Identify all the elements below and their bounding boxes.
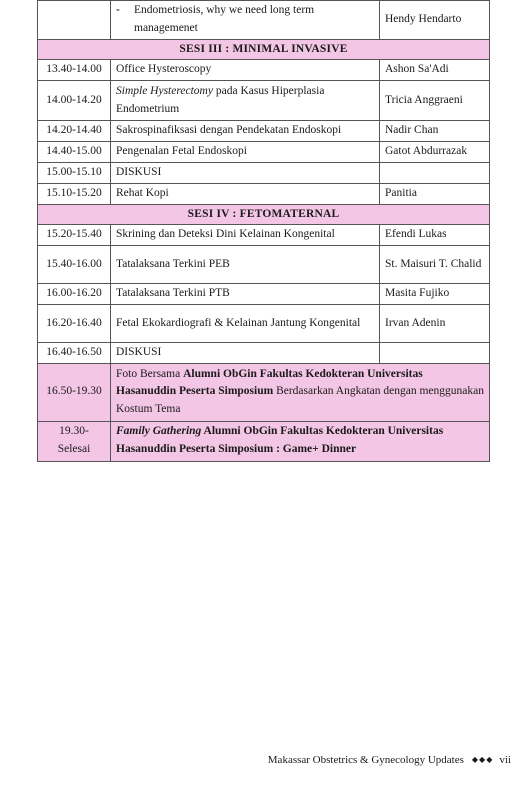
topic-cell: Rehat Kopi (111, 183, 380, 204)
table-row (38, 183, 490, 204)
footer-title: Makassar Obstetrics & Gynecology Updates (267, 754, 464, 766)
time-cell: 14.00-14.20 (38, 81, 111, 121)
speaker-cell: Masita Fujiko (380, 284, 490, 305)
time-cell: 14.40-15.00 (38, 142, 111, 163)
time-cell: 15.20-15.40 (38, 225, 111, 246)
topic-italic: Family Gathering (116, 425, 202, 438)
topic-text: Foto Bersama (116, 367, 184, 380)
table-row (38, 162, 490, 183)
topic-cell: Fetal Ekokardiografi & Kelainan Jantung Kongenital (111, 304, 380, 342)
topic-bold: Alumni ObGin Fakultas Kedokteran Universitas Hasanuddin Peserta Simposium (116, 367, 423, 398)
speaker-cell: Hendy Hendarto (380, 1, 490, 40)
session-title: SESI III : MINIMAL INVASIVE (38, 39, 490, 60)
topic-cell (111, 363, 490, 421)
table-row (38, 284, 490, 305)
session-row (38, 39, 490, 60)
topic-cell: Tatalaksana Terkini PTB (111, 284, 380, 305)
speaker-cell (380, 342, 490, 363)
diamonds-icon: ◆◆◆ (471, 755, 494, 764)
topic-cell (111, 1, 380, 40)
topic-cell: Skrining dan Deteksi Dini Kelainan Kongenital (111, 225, 380, 246)
topic-cell: DISKUSI (111, 342, 380, 363)
session-row (38, 204, 490, 225)
speaker-cell (380, 162, 490, 183)
time-cell: 15.40-16.00 (38, 246, 111, 284)
time-cell: 16.40-16.50 (38, 342, 111, 363)
time-cell: 14.20-14.40 (38, 121, 111, 142)
time-cell: 15.10-15.20 (38, 183, 111, 204)
topic-cell: Tatalaksana Terkini PEB (111, 246, 380, 284)
time-cell: 15.00-15.10 (38, 162, 111, 183)
table-row (38, 142, 490, 163)
speaker-cell: Panitia (380, 183, 490, 204)
time-cell: 16.00-16.20 (38, 284, 111, 305)
table-row (38, 81, 490, 121)
speaker-cell: Ashon Sa'Adi (380, 60, 490, 81)
topic-cell: DISKUSI (111, 162, 380, 183)
speaker-cell: Nadir Chan (380, 121, 490, 142)
topic-cell (111, 81, 380, 121)
topic-text: Berdasarkan Angkatan dengan menggunakan Kostum Tema (116, 385, 484, 416)
table-row (38, 342, 490, 363)
page-footer (268, 754, 511, 766)
schedule-table (37, 0, 490, 462)
time-cell: 16.20-16.40 (38, 304, 111, 342)
speaker-cell: Tricia Anggraeni (380, 81, 490, 121)
bullet-dash: - (116, 4, 120, 16)
topic-text: Alumni ObGin Fakultas Kedokteran Universitas Hasanuddin Peserta Simposium : Game+ Dinner (116, 425, 444, 456)
table-row (38, 304, 490, 342)
time-cell: 13.40-14.00 (38, 60, 111, 81)
table-row (38, 121, 490, 142)
topic-text: pada Kasus Hiperplasia Endometrium (116, 84, 325, 115)
session-title: SESI IV : FETOMATERNAL (38, 204, 490, 225)
time-cell: 16.50-19.30 (38, 363, 111, 421)
topic-italic: Simple Hysterectomy (116, 84, 213, 97)
speaker-cell: Gatot Abdurrazak (380, 142, 490, 163)
table-row (38, 225, 490, 246)
topic-cell: Pengenalan Fetal Endoskopi (111, 142, 380, 163)
speaker-cell: St. Maisuri T. Chalid (380, 246, 490, 284)
topic-cell: Sakrospinafiksasi dengan Pendekatan Endoskopi (111, 121, 380, 142)
speaker-cell: Irvan Adenin (380, 304, 490, 342)
topic-text: Endometriosis, why we need long term managemenet (134, 4, 315, 34)
table-row (38, 421, 490, 461)
speaker-cell: Efendi Lukas (380, 225, 490, 246)
table-row (38, 363, 490, 421)
time-cell (38, 1, 111, 40)
time-cell: 19.30- Selesai (38, 421, 111, 461)
topic-cell: Office Hysteroscopy (111, 60, 380, 81)
table-row (38, 60, 490, 81)
topic-cell (111, 421, 490, 461)
table-row (38, 246, 490, 284)
table-row (38, 1, 490, 40)
page-number: vii (499, 754, 511, 766)
